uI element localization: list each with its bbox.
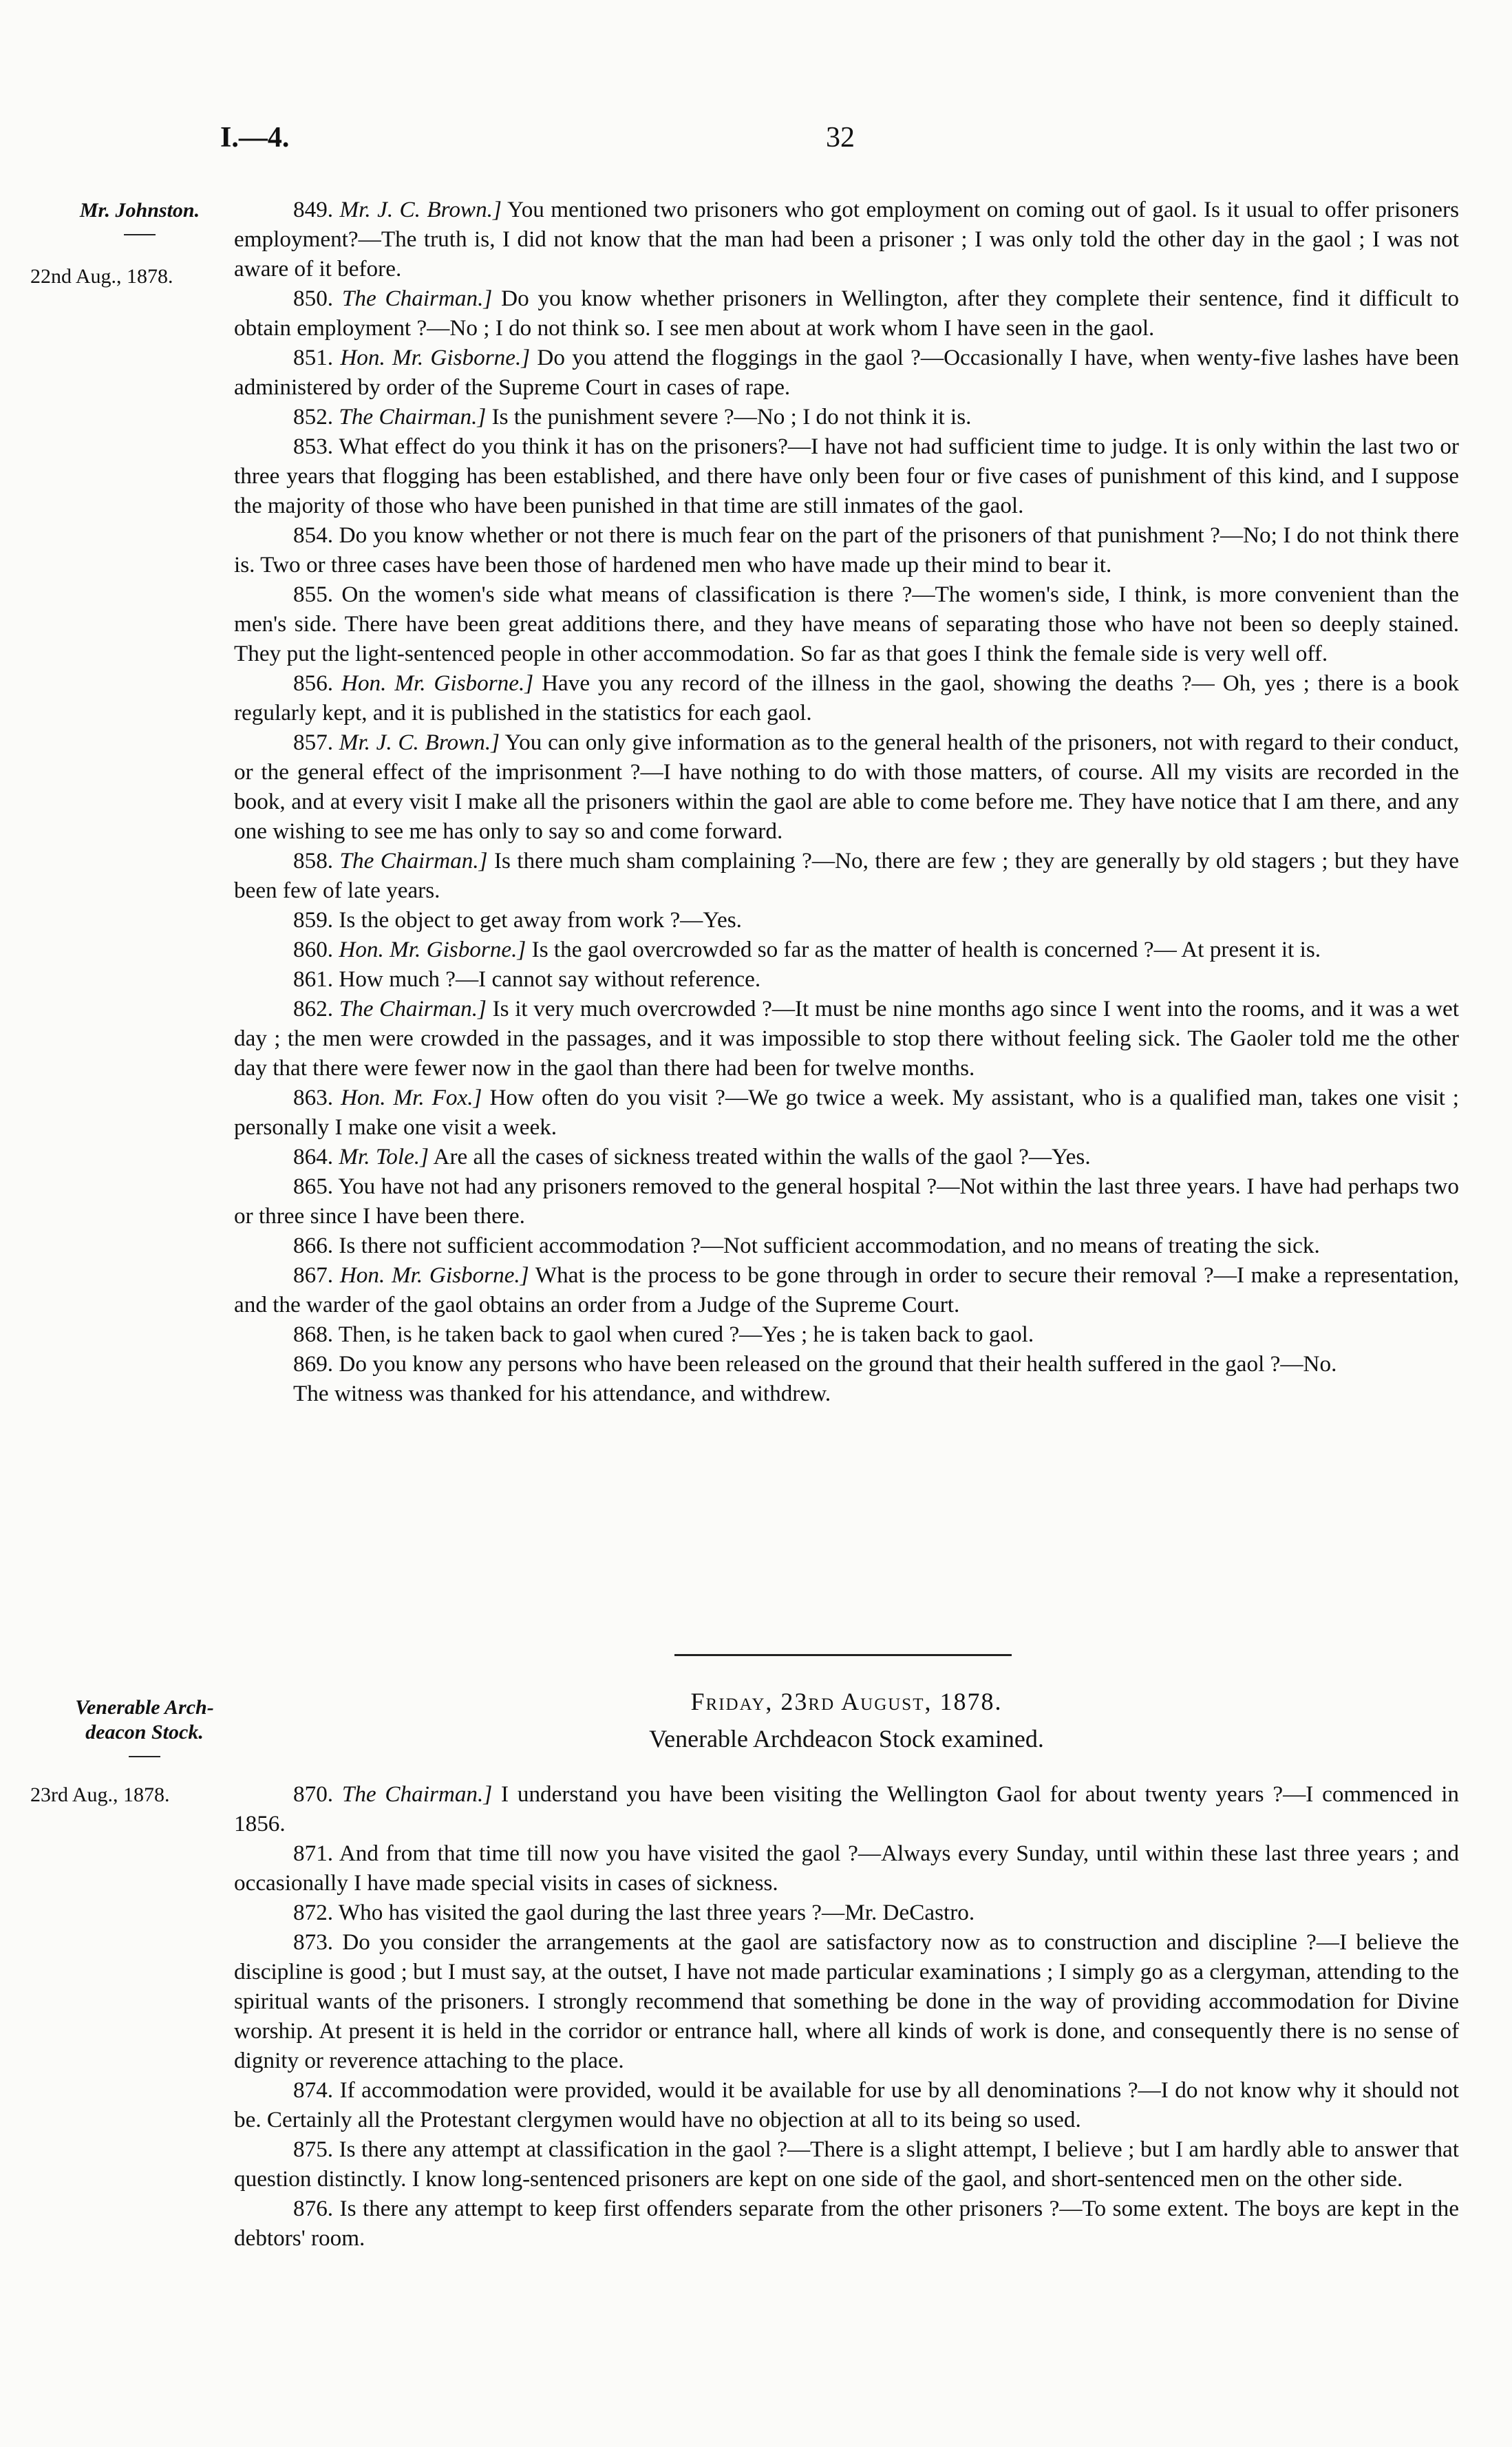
question-paragraph <box>234 994 1459 1083</box>
question-paragraph <box>234 668 1459 728</box>
question-number: 849. <box>293 197 334 222</box>
section-divider <box>674 1654 1012 1656</box>
question-number: 856. <box>293 670 334 696</box>
speaker: Hon. Mr. Gisborne.] <box>340 345 531 370</box>
question-number: 860. <box>293 937 334 962</box>
margin-date-note: 22nd Aug., 1878. <box>30 265 173 288</box>
question-text: What is the process to be gone through in order to secure their removal ?—I make a representation, and the warder of the gaol obtains an order from a Judge of the Supreme Court. <box>234 1262 1460 1317</box>
question-paragraph <box>234 343 1459 402</box>
margin-date-note-2: 23rd Aug., 1878. <box>30 1783 170 1806</box>
question-paragraph <box>234 1839 1459 1898</box>
margin-witness-name: Mr. Johnston. <box>79 199 200 222</box>
question-text: Do you know whether or not there is much fear on the part of the prisoners of that punishment ?—No; I do not think there is. Two or three cases have been those of hardened men who have made up their mind to bear it. <box>234 522 1459 578</box>
question-number: 863. <box>293 1085 334 1110</box>
question-number: 865. <box>293 1174 334 1199</box>
question-paragraph <box>234 402 1459 432</box>
question-paragraph <box>234 1142 1459 1172</box>
question-number: 854. <box>293 522 334 548</box>
question-number: 851. <box>293 345 334 370</box>
question-text: Is the gaol overcrowded so far as the matter of health is concerned ?— At present it is. <box>531 937 1321 962</box>
question-number: 858. <box>293 848 334 873</box>
question-text: Is it very much overcrowded ?—It must be nine months ago since I went into the rooms, and it was a wet day ; the men were crowded in the passages, and it was impossible to stop there without feeling sick. The Gaoler told me the other day that there were fewer now in the gaol than there had been for twelve months. <box>234 996 1460 1081</box>
question-paragraph <box>234 846 1459 905</box>
question-text: Then, is he taken back to gaol when cured ?—Yes ; he is taken back to gaol. <box>338 1322 1034 1347</box>
speaker: Hon. Mr. Fox.] <box>341 1085 482 1110</box>
question-number: 874. <box>293 2077 334 2103</box>
question-paragraph <box>234 432 1459 520</box>
question-text: You mentioned two prisoners who got employment on coming out of gaol. Is it usual to offer prisoners employment?—The truth is, I did not know that the man had been a prisoner ; I was only told the other day in the gaol ; I was not aware of it before. <box>234 197 1459 282</box>
question-number: 868. <box>293 1322 334 1347</box>
question-text: You can only give information as to the general health of the prisoners, not with regard to their conduct, or the general effect of the imprisonment ?—I have nothing to do with those matters, of course. All my visits are recorded in the book, and at every visit I make all the prisoners within the gaol are able to come before me. They have notice that I am there, and any one wishing to see me has only to say so and come forward. <box>234 730 1459 844</box>
report-reference: I.—4. <box>220 122 290 153</box>
question-paragraph <box>234 1349 1459 1379</box>
question-paragraph <box>234 2134 1459 2194</box>
speaker: Mr. J. C. Brown.] <box>339 197 502 222</box>
question-paragraph <box>234 935 1459 964</box>
question-paragraph <box>234 1927 1459 2075</box>
question-text: Is there any attempt at classification in the gaol ?—There is a slight attempt, I believe ; but I am hardly able to answer that question distinctly. I know long-sentenced prisoners are kept on one side of the gaol, and short-sentenced men on the other side. <box>234 2137 1460 2192</box>
evidence-section-1 <box>234 195 1459 1408</box>
margin-divider <box>124 234 156 235</box>
question-paragraph <box>234 1083 1459 1142</box>
question-text: Is the object to get away from work ?—Yes. <box>339 907 742 933</box>
margin-witness-name-line2: deacon Stock. <box>85 1721 204 1744</box>
question-number: 867. <box>293 1262 334 1288</box>
question-text: How often do you visit ?—We go twice a week. My assistant, who is a qualified man, takes one visit ; personally I make one visit a week. <box>234 1085 1460 1140</box>
margin-divider-2 <box>129 1756 160 1757</box>
question-number: 869. <box>293 1351 334 1377</box>
question-text: Do you know any persons who have been released on the ground that their health suffered in the gaol ?—No. <box>339 1351 1337 1377</box>
question-paragraph <box>234 1320 1459 1349</box>
question-paragraph <box>234 964 1459 994</box>
question-text: How much ?—I cannot say without reference. <box>339 966 761 992</box>
question-number: 871. <box>293 1841 334 1866</box>
question-number: 873. <box>293 1929 334 1955</box>
page-number: 32 <box>826 122 855 153</box>
speaker: The Chairman.] <box>341 1781 493 1807</box>
question-number: 872. <box>293 1900 334 1925</box>
question-text: On the women's side what means of classification is there ?—The women's side, I think, is more convenient than the men's side. There have been great additions there, and they have means of separating those who have not been so deeply stained. They put the light-sentenced people in other accommodation. So far as that goes I think the female side is very well off. <box>234 582 1460 666</box>
question-paragraph <box>234 284 1459 343</box>
question-paragraph <box>234 580 1459 668</box>
question-number: 862. <box>293 996 334 1021</box>
question-number: 855. <box>293 582 334 607</box>
question-text: You have not had any prisoners removed to the general hospital ?—Not within the last three years. I have had perhaps two or three since I have been there. <box>234 1174 1459 1229</box>
question-text: What effect do you think it has on the prisoners?—I have not had sufficient time to judge. It is only within the last two or three years that flogging has been established, and there have only been four or five cases of punishment of this kind, and I suppose the majority of those who have been punished in that time are still inmates of the gaol. <box>234 434 1459 518</box>
margin-witness-note <box>54 198 226 235</box>
question-number: 850. <box>293 286 334 311</box>
question-number: 853. <box>293 434 334 459</box>
question-number: 875. <box>293 2137 334 2162</box>
witness-withdrew-note: The witness was thanked for his attendance, and withdrew. <box>293 1381 831 1406</box>
question-number: 866. <box>293 1233 334 1258</box>
speaker: Mr. J. C. Brown.] <box>339 730 500 755</box>
question-paragraph <box>234 905 1459 935</box>
question-paragraph <box>234 1898 1459 1927</box>
speaker: Mr. Tole.] <box>339 1144 429 1169</box>
question-text: Do you know whether prisoners in Wellington, after they complete their sentence, find it difficult to obtain employment ?—No ; I do not think so. I see men about at work whom I have seen in the gaol. <box>234 286 1459 341</box>
question-text: Who has visited the gaol during the last three years ?—Mr. DeCastro. <box>338 1900 975 1925</box>
question-text: Do you consider the arrangements at the gaol are satisfactory now as to construction and discipline ?—I believe the discipline is good ; but I must say, at the outset, I have not made particular examinations ; I simply go as a clergyman, attending to the spiritual wants of the prisoners. I strongly recommend that something be done in the way of providing accommodation for Divine worship. At present it is held in the corridor or entrance hall, where all kinds of work is done, and consequently there is no sense of dignity or reverence attaching to the place. <box>234 1929 1460 2073</box>
speaker: The Chairman.] <box>339 996 487 1021</box>
question-number: 861. <box>293 966 334 992</box>
margin-witness-note-2 <box>48 1695 241 1757</box>
speaker: Hon. Mr. Gisborne.] <box>339 937 526 962</box>
question-text: Have you any record of the illness in the gaol, showing the deaths ?— Oh, yes ; there is a book regularly kept, and it is published in the statistics for each gaol. <box>234 670 1460 725</box>
examined-heading: Venerable Archdeacon Stock examined. <box>649 1725 1044 1752</box>
question-text: Do you attend the floggings in the gaol ?—Occasionally I have, when wenty-five lashes have been administered by order of the Supreme Court in cases of rape. <box>234 345 1460 400</box>
question-paragraph <box>234 1231 1459 1260</box>
question-number: 857. <box>293 730 334 755</box>
question-paragraph <box>234 2075 1459 2134</box>
question-text: I understand you have been visiting the Wellington Gaol for about twenty years ?—I commenced in 1856. <box>234 1781 1460 1836</box>
date-heading: Friday, 23rd August, 1878. <box>690 1688 1003 1715</box>
speaker: Hon. Mr. Gisborne.] <box>341 670 534 696</box>
speaker: The Chairman.] <box>341 286 493 311</box>
question-paragraph <box>234 1779 1459 1839</box>
margin-witness-name-line1: Venerable Arch- <box>75 1696 214 1719</box>
speaker: The Chairman.] <box>339 404 487 430</box>
question-text: Is there any attempt to keep first offenders separate from the other prisoners ?—To some extent. The boys are kept in the debtors' room. <box>234 2196 1459 2251</box>
question-text: And from that time till now you have visited the gaol ?—Always every Sunday, until within these last three years ; and occasionally I have made special visits in cases of sickness. <box>234 1841 1460 1896</box>
speaker: The Chairman.] <box>339 848 488 873</box>
question-paragraph <box>234 1172 1459 1231</box>
question-text: If accommodation were provided, would it be available for use by all denominations ?—I do not know why it should not be. Certainly all the Protestant clergymen would have no objection at all to its being so used. <box>234 2077 1459 2132</box>
page-header <box>0 121 1512 162</box>
question-number: 870. <box>293 1781 334 1807</box>
speaker: Hon. Mr. Gisborne.] <box>339 1262 529 1288</box>
evidence-section-2 <box>234 1779 1459 2253</box>
question-paragraph <box>234 1260 1459 1320</box>
question-number: 876. <box>293 2196 334 2221</box>
question-number: 852. <box>293 404 334 430</box>
question-paragraph <box>234 2194 1459 2253</box>
question-number: 864. <box>293 1144 334 1169</box>
question-text: Are all the cases of sickness treated within the walls of the gaol ?—Yes. <box>433 1144 1091 1169</box>
question-number: 859. <box>293 907 334 933</box>
question-paragraph <box>234 520 1459 580</box>
question-paragraph <box>234 195 1459 284</box>
question-text: Is there much sham complaining ?—No, there are few ; they are generally by old stagers ; but they have been few of late years. <box>234 848 1460 903</box>
question-text: Is there not sufficient accommodation ?—Not sufficient accommodation, and no means of treating the sick. <box>339 1233 1320 1258</box>
question-paragraph <box>234 728 1459 846</box>
question-text: Is the punishment severe ?—No ; I do not think it is. <box>491 404 972 430</box>
